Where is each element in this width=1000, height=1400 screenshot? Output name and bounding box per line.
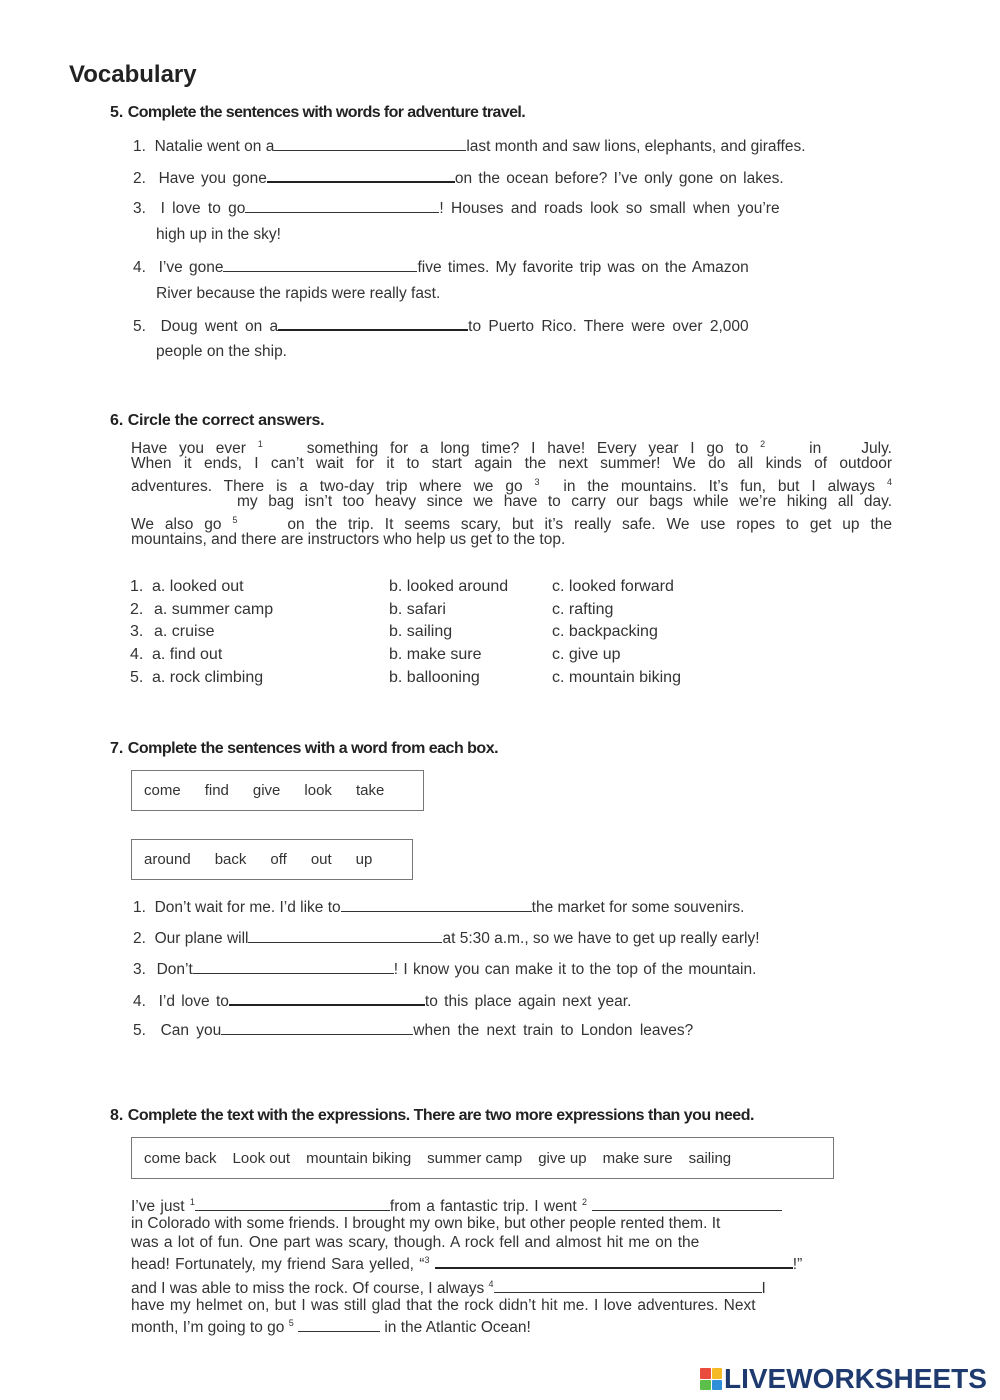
word-box-item: off <box>270 851 287 868</box>
option-c[interactable]: c. backpacking <box>552 623 658 640</box>
option-a[interactable]: a. rock climbing <box>152 669 264 686</box>
expression-box <box>131 1137 834 1179</box>
ex5-item-1: 1. Natalie went on a last month and saw lions, elephants, and giraffes. <box>133 138 806 155</box>
word-box-item: out <box>310 851 332 868</box>
option-b[interactable]: b. sailing <box>389 623 453 640</box>
word-box-item: come <box>144 782 181 799</box>
word-box-item: find <box>204 782 229 799</box>
ex5-item-3-cont: high up in the sky! <box>156 226 281 243</box>
logo-icon <box>700 1368 722 1390</box>
expression-item: Look out <box>232 1149 291 1167</box>
option-c[interactable]: c. give up <box>552 646 621 663</box>
option-number: 3. <box>130 623 144 640</box>
option-b[interactable]: b. safari <box>389 601 446 618</box>
option-number: 4. <box>130 646 144 663</box>
ex7-item-2: 2. Our plane will at 5:30 a.m., so we have to get up really early! <box>133 930 760 947</box>
ex7-item-5: 5. Can you when the next train to London leaves? <box>133 1022 694 1039</box>
option-number: 2. <box>130 601 144 618</box>
ex8-text-line-4: head! Fortunately, my friend Sara yelled, “$^3$ !” <box>131 1255 803 1273</box>
ex8-text-line-2: in Colorado with some friends. I brought my own bike, but other people rented them. It <box>131 1215 721 1232</box>
exercise-number: 5. <box>110 104 124 121</box>
ex8-text-line-3: was a lot of fun. One part was scary, though. A rock fell and almost hit me on the <box>131 1234 700 1251</box>
answer-blank[interactable] <box>494 1278 762 1293</box>
ex5-item-4: 4. I’ve gone five times. My favorite trip was on the Amazon <box>133 259 749 276</box>
ex6-paragraph: Have you ever $^1$ something for a long time? I have! Every year I go to $^2$ in July. When it ends, I can’t wait for it to start again the next summer! We do all kinds of outdoor adventures. There is a two-day trip where we go $^3$ in the mountains. It’s fun, but I always $^4$ my bag isn’t too heavy since we have to carry our bags while we’re hiking all day. We also go $^5$ on the trip. It seems scary, but it’s really safe. We use ropes to get up the mountains, and there are instructors who help us get to the top. <box>131 439 892 548</box>
ex8-text-line-1: I’ve just $^1$ from a fantastic trip. I went $^2$ <box>131 1196 782 1216</box>
page-title: Vocabulary <box>69 61 197 88</box>
answer-blank[interactable] <box>435 1253 793 1269</box>
answer-blank[interactable] <box>267 167 455 183</box>
option-number: 1. <box>130 578 144 595</box>
option-a[interactable]: a. summer camp <box>154 601 274 618</box>
answer-blank[interactable] <box>193 959 394 974</box>
word-box-verbs <box>131 770 424 811</box>
answer-blank[interactable] <box>248 928 442 943</box>
liveworksheets-logo[interactable] <box>700 1364 987 1394</box>
option-a[interactable]: a. cruise <box>154 623 215 640</box>
exercise-7-heading: 7. Complete the sentences with a word from each box. <box>110 740 499 757</box>
answer-blank[interactable] <box>298 1317 380 1332</box>
word-box-item: back <box>214 851 247 868</box>
ex5-item-2: 2. Have you gone on the ocean before? I’ve only gone on lakes. <box>133 167 784 188</box>
answer-blank[interactable] <box>274 136 466 151</box>
ex7-item-1: 1. Don’t wait for me. I’d like to the market for some souvenirs. <box>133 899 745 916</box>
answer-blank[interactable] <box>221 1020 413 1035</box>
answer-blank[interactable] <box>195 1196 390 1211</box>
expression-item: make sure <box>602 1149 673 1167</box>
option-a[interactable]: a. looked out <box>152 578 244 595</box>
expression-item: give up <box>538 1149 587 1167</box>
option-a[interactable]: a. find out <box>152 646 223 663</box>
ex5-item-3: 3. I love to go ! Houses and roads look so small when you’re <box>133 200 780 217</box>
option-b[interactable]: b. make sure <box>389 646 482 663</box>
exercise-5-heading <box>110 104 525 122</box>
expression-item: mountain biking <box>306 1149 412 1167</box>
word-box-item: up <box>355 851 373 868</box>
answer-blank[interactable] <box>229 990 425 1006</box>
expression-item: sailing <box>688 1149 732 1167</box>
option-b[interactable]: b. ballooning <box>389 669 480 686</box>
expression-item: summer camp <box>427 1149 523 1167</box>
answer-blank[interactable] <box>223 257 417 272</box>
exercise-instruction: Complete the sentences with words for adventure travel. <box>127 104 526 121</box>
ex8-text-line-5: and I was able to miss the rock. Of course, I always $^4$ I <box>131 1279 766 1297</box>
option-c[interactable]: c. looked forward <box>552 578 674 595</box>
word-box-item: give <box>252 782 281 799</box>
word-box-item: around <box>144 851 191 868</box>
word-box-item: look <box>304 782 332 799</box>
answer-blank[interactable] <box>341 897 532 912</box>
answer-blank[interactable] <box>278 315 468 331</box>
word-box-item: take <box>355 782 385 799</box>
expression-item: come back <box>144 1149 217 1167</box>
option-b[interactable]: b. looked around <box>389 578 509 595</box>
option-c[interactable]: c. mountain biking <box>552 669 681 686</box>
option-number: 5. <box>130 669 144 686</box>
exercise-6-heading: 6. Circle the correct answers. <box>110 412 325 429</box>
answer-blank[interactable] <box>592 1196 782 1211</box>
ex7-item-3: 3. Don’t ! I know you can make it to the top of the mountain. <box>133 961 757 978</box>
logo-text: LIVEWORKSHEETS <box>724 1363 987 1394</box>
ex7-item-4: 4. I’d love to to this place again next year. <box>133 990 631 1011</box>
option-c[interactable]: c. rafting <box>552 601 614 618</box>
ex5-item-5-cont: people on the ship. <box>156 343 287 360</box>
word-box-particles <box>131 839 413 880</box>
ex8-text-line-6: have my helmet on, but I was still glad that the rock didn’t hit me. I love adventures. Next <box>131 1297 756 1314</box>
ex8-text-line-7: month, I’m going to go $^5$ in the Atlantic Ocean! <box>131 1318 531 1336</box>
answer-blank[interactable] <box>245 198 439 213</box>
ex5-item-4-cont: River because the rapids were really fast. <box>156 285 441 302</box>
exercise-8-heading: 8. Complete the text with the expressions. There are two more expressions than you need. <box>110 1107 754 1124</box>
ex5-item-5: 5. Doug went on a to Puerto Rico. There were over 2,000 <box>133 315 749 336</box>
